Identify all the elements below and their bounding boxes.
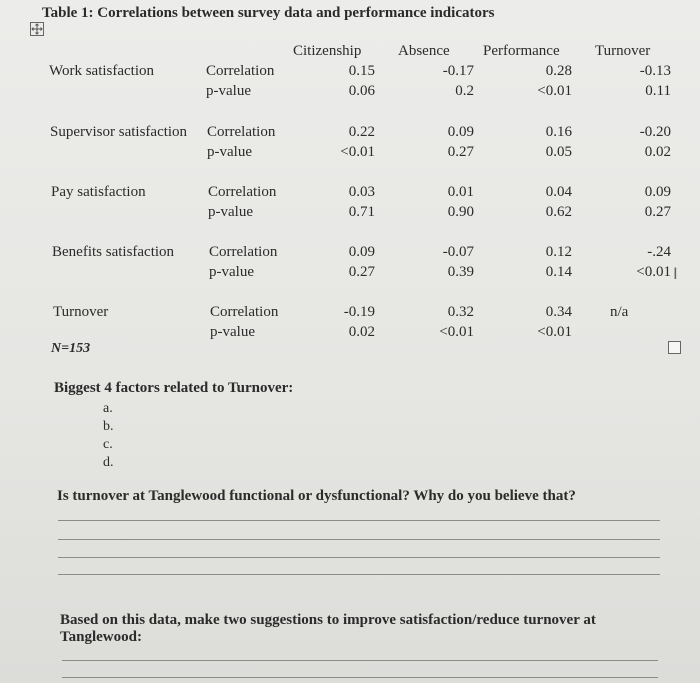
row-stat-label: Correlation xyxy=(209,244,278,260)
correlation-cell-turnover: -.24 xyxy=(647,244,671,260)
answer-line[interactable] xyxy=(62,660,658,661)
pvalue-cell-citizenship: 0.02 xyxy=(348,324,375,340)
row-factor-label: Turnover xyxy=(53,304,109,320)
row-stat-label: p-value xyxy=(208,204,253,220)
row-stat-label: Correlation xyxy=(208,184,277,200)
col-header-performance: Performance xyxy=(483,43,560,59)
row-stat-label: p-value xyxy=(206,83,251,99)
pvalue-cell-performance: 0.14 xyxy=(545,264,572,280)
row-factor-label: Work satisfaction xyxy=(49,63,155,79)
pvalue-cell-performance: 0.05 xyxy=(545,144,572,160)
text-cursor-icon: I xyxy=(673,264,678,283)
correlation-cell-absence: 0.32 xyxy=(447,304,474,320)
pvalue-cell-turnover: 0.27 xyxy=(644,204,671,220)
pvalue-cell-performance: <0.01 xyxy=(537,83,572,99)
pvalue-cell-absence: 0.2 xyxy=(455,83,474,99)
factor-item-c: c. xyxy=(103,437,113,452)
question-suggestions: Based on this data, make two suggestions to improve satisfaction/reduce turnover at xyxy=(60,612,596,628)
correlation-cell-performance: 0.28 xyxy=(545,63,572,79)
answer-line[interactable] xyxy=(58,539,660,540)
pvalue-cell-citizenship: <0.01 xyxy=(340,144,375,160)
correlation-cell-performance: 0.04 xyxy=(545,184,572,200)
factor-item-d: d. xyxy=(103,455,114,470)
answer-line[interactable] xyxy=(58,557,660,558)
table-move-handle-icon[interactable] xyxy=(30,22,44,36)
row-factor-label: Benefits satisfaction xyxy=(52,244,175,260)
correlation-cell-turnover: n/a xyxy=(610,304,629,320)
factor-item-a: a. xyxy=(103,401,113,416)
factors-title: Biggest 4 factors related to Turnover: xyxy=(54,380,294,396)
col-header-citizenship: Citizenship xyxy=(293,43,362,59)
row-stat-label: Correlation xyxy=(207,124,276,140)
row-stat-label: p-value xyxy=(207,144,252,160)
row-stat-label: Correlation xyxy=(206,63,275,79)
correlation-cell-performance: 0.34 xyxy=(545,304,572,320)
answer-line[interactable] xyxy=(58,520,660,521)
correlation-cell-turnover: 0.09 xyxy=(644,184,671,200)
checkbox-icon[interactable] xyxy=(668,341,681,354)
row-factor-label: Supervisor satisfaction xyxy=(50,124,188,140)
pvalue-cell-absence: 0.39 xyxy=(447,264,474,280)
pvalue-cell-citizenship: 0.71 xyxy=(348,204,375,220)
sample-size: N=153 xyxy=(51,341,91,356)
correlation-cell-absence: -0.17 xyxy=(442,63,474,79)
correlation-cell-citizenship: 0.22 xyxy=(348,124,375,140)
answer-line[interactable] xyxy=(62,677,658,678)
pvalue-cell-absence: <0.01 xyxy=(439,324,474,340)
col-header-absence: Absence xyxy=(398,43,450,59)
question-functional: Is turnover at Tanglewood functional or dysfunctional? Why do you believe that? xyxy=(57,488,576,504)
pvalue-cell-turnover: <0.01 xyxy=(636,264,671,280)
pvalue-cell-performance: <0.01 xyxy=(537,324,572,340)
pvalue-cell-performance: 0.62 xyxy=(545,204,572,220)
factor-item-b: b. xyxy=(103,419,114,434)
pvalue-cell-turnover: 0.11 xyxy=(645,83,671,99)
correlation-cell-performance: 0.12 xyxy=(545,244,572,260)
correlation-cell-performance: 0.16 xyxy=(545,124,572,140)
correlation-cell-citizenship: 0.03 xyxy=(348,184,375,200)
col-header-turnover: Turnover xyxy=(595,43,651,59)
table-title: Table 1: Correlations between survey data and performance indicators xyxy=(42,5,495,21)
answer-line[interactable] xyxy=(58,574,660,575)
pvalue-cell-citizenship: 0.06 xyxy=(348,83,375,99)
pvalue-cell-citizenship: 0.27 xyxy=(348,264,375,280)
pvalue-cell-turnover: 0.02 xyxy=(644,144,671,160)
correlation-cell-citizenship: 0.15 xyxy=(348,63,375,79)
correlation-cell-absence: 0.01 xyxy=(447,184,474,200)
correlation-cell-citizenship: -0.19 xyxy=(343,304,375,320)
correlation-cell-absence: 0.09 xyxy=(447,124,474,140)
question-suggestions-cont: Tanglewood: xyxy=(60,629,142,645)
row-stat-label: p-value xyxy=(209,264,254,280)
pvalue-cell-absence: 0.27 xyxy=(447,144,474,160)
correlation-cell-turnover: -0.13 xyxy=(639,63,671,79)
row-factor-label: Pay satisfaction xyxy=(51,184,146,200)
pvalue-cell-absence: 0.90 xyxy=(447,204,474,220)
correlation-cell-citizenship: 0.09 xyxy=(348,244,375,260)
row-stat-label: Correlation xyxy=(210,304,279,320)
correlation-cell-absence: -0.07 xyxy=(442,244,474,260)
correlation-cell-turnover: -0.20 xyxy=(639,124,671,140)
row-stat-label: p-value xyxy=(210,324,255,340)
